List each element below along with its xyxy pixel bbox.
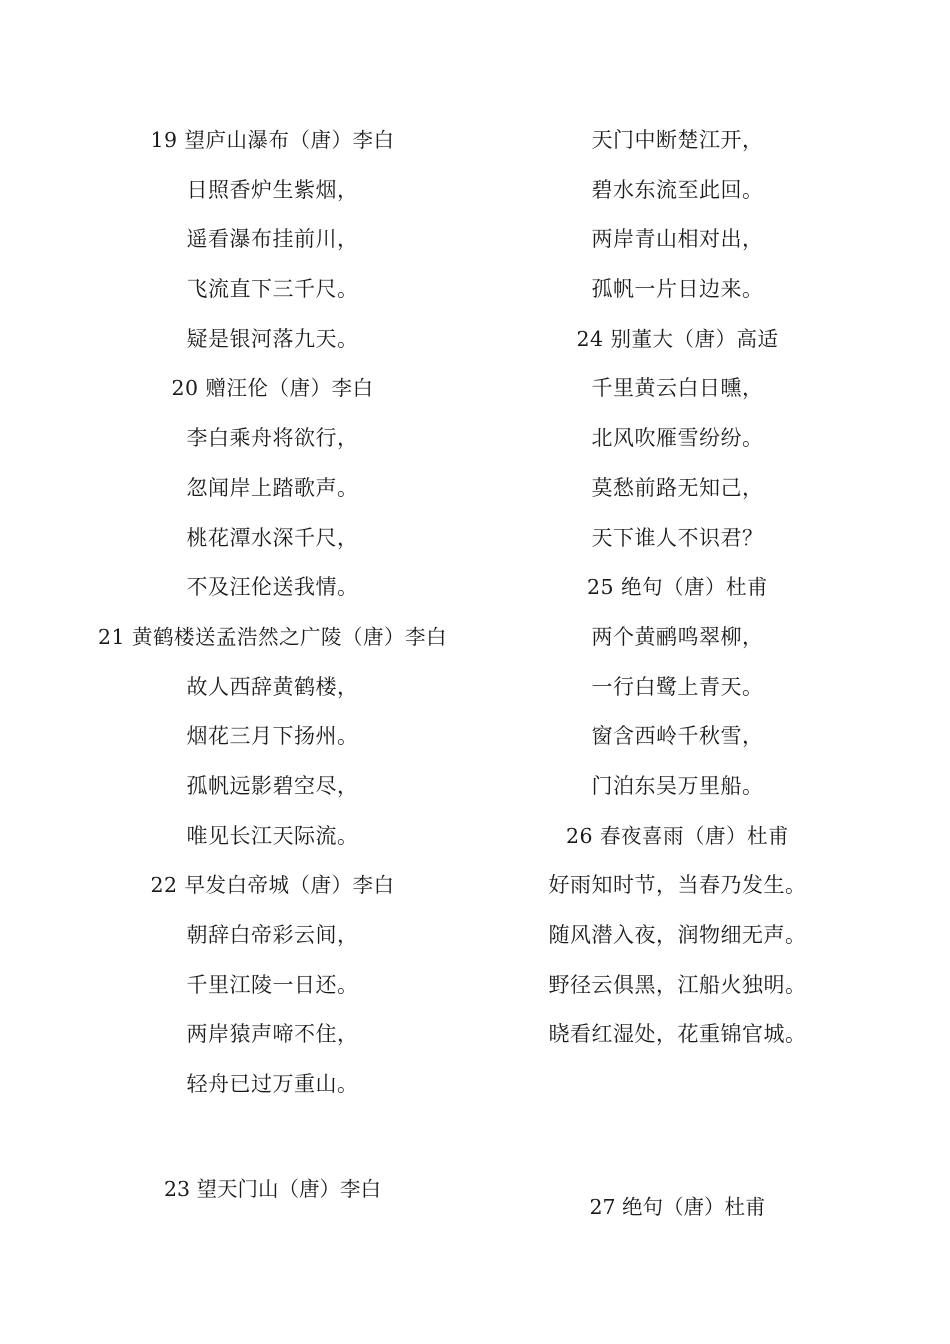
verse-line: 两岸青山相对出， bbox=[591, 227, 764, 252]
poem-title: 24 别董大（唐）高适 bbox=[576, 326, 779, 351]
verse-line: 遥看瀑布挂前川， bbox=[186, 227, 359, 252]
poem-title: 26 春夜喜雨（唐）杜甫 bbox=[565, 823, 790, 848]
verse-line: 故人西辞黄鹤楼， bbox=[186, 674, 359, 699]
verse-line: 两岸猿声啼不住， bbox=[186, 1022, 359, 1047]
left-poem-column bbox=[60, 116, 485, 1110]
verse-line: 忽闻岸上踏歌声。 bbox=[186, 475, 359, 500]
verse-line: 好雨知时节，当春乃发生。 bbox=[548, 873, 807, 898]
right-poem-column bbox=[475, 116, 880, 1060]
verse-line: 疑是银河落九天。 bbox=[186, 326, 359, 351]
verse-line: 碧水东流至此回。 bbox=[591, 177, 764, 202]
verse-line: 天下谁人不识君？ bbox=[591, 525, 764, 550]
verse-line: 野径云俱黑，江船火独明。 bbox=[548, 972, 807, 997]
poem-title-27: 27 绝句（唐）杜甫 bbox=[589, 1195, 766, 1219]
verse-line: 日照香炉生紫烟， bbox=[186, 177, 359, 202]
verse-line: 轻舟已过万重山。 bbox=[186, 1072, 359, 1097]
verse-line: 千里江陵一日还。 bbox=[186, 972, 359, 997]
poem-title: 20 赠汪伦（唐）李白 bbox=[171, 376, 374, 401]
verse-line: 孤帆远影碧空尽， bbox=[186, 773, 359, 798]
poem-title: 21 黄鹤楼送孟浩然之广陵（唐）李白 bbox=[97, 624, 448, 649]
verse-line: 唯见长江天际流。 bbox=[186, 823, 359, 848]
verse-line: 桃花潭水深千尺， bbox=[186, 525, 359, 550]
verse-line: 门泊东吴万里船。 bbox=[591, 773, 764, 798]
verse-line: 不及汪伦送我情。 bbox=[186, 575, 359, 600]
verse-line: 随风潜入夜，润物细无声。 bbox=[548, 923, 807, 947]
poem-title: 25 绝句（唐）杜甫 bbox=[586, 575, 769, 600]
verse-line: 莫愁前路无知己， bbox=[591, 475, 764, 500]
verse-line: 飞流直下三千尺。 bbox=[186, 277, 359, 302]
verse-line: 朝辞白帝彩云间， bbox=[186, 923, 359, 947]
verse-line: 晓看红湿处，花重锦官城。 bbox=[548, 1022, 807, 1047]
poem-title-23: 23 望天门山（唐）李白 bbox=[163, 1177, 382, 1201]
verse-line: 窗含西岭千秋雪， bbox=[591, 724, 764, 749]
poem-title: 19 望庐山瀑布（唐）李白 bbox=[150, 128, 395, 152]
verse-line: 李白乘舟将欲行， bbox=[186, 426, 359, 451]
verse-line: 烟花三月下扬州。 bbox=[186, 724, 359, 749]
verse-line: 北风吹雁雪纷纷。 bbox=[591, 426, 764, 451]
verse-line: 一行白鹭上青天。 bbox=[591, 674, 764, 699]
verse-line: 千里黄云白日曛， bbox=[591, 376, 764, 401]
verse-line: 孤帆一片日边来。 bbox=[591, 277, 764, 302]
verse-line: 两个黄鹂鸣翠柳， bbox=[591, 624, 764, 649]
verse-line: 天门中断楚江开， bbox=[591, 128, 764, 152]
poem-title: 22 早发白帝城（唐）李白 bbox=[150, 873, 395, 898]
